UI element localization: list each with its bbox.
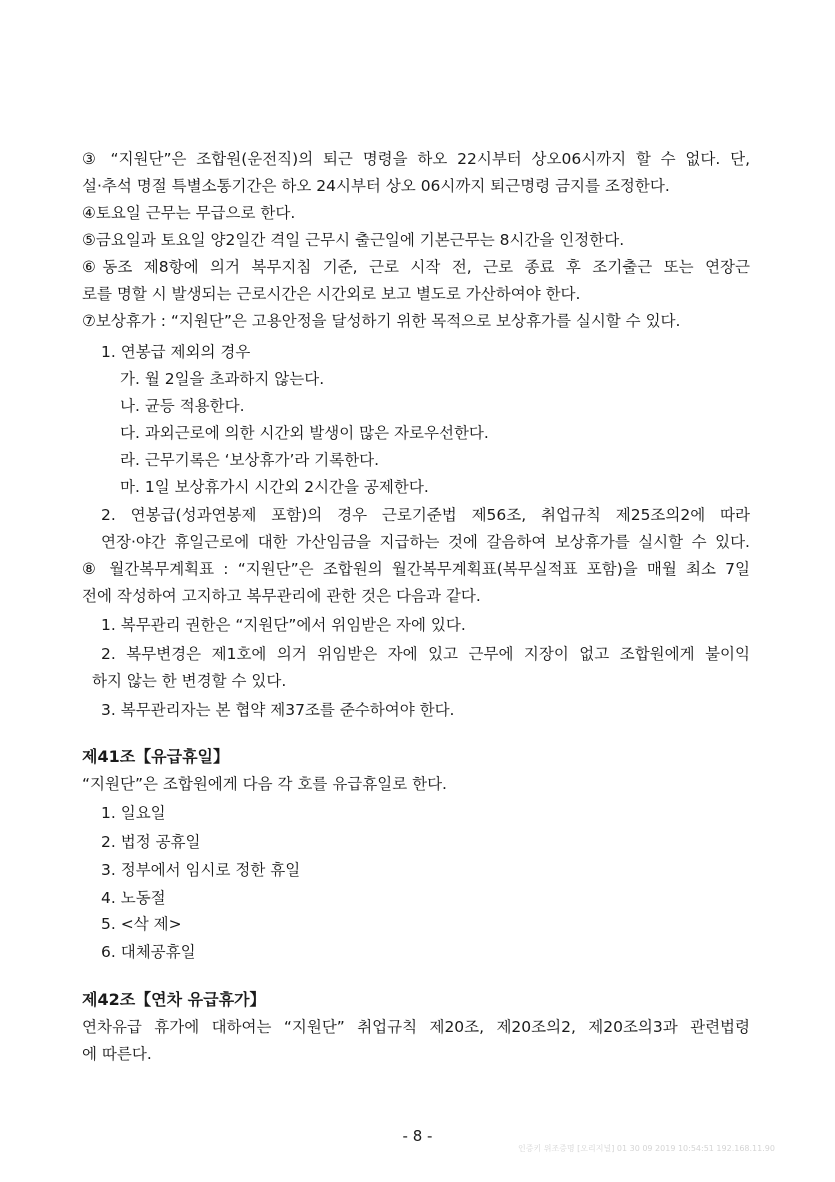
article-41-item-5: 5. <삭 제> [101, 915, 182, 933]
paragraph-3-line-2: 설·추석 명절 특별소통기간은 하오 24시부터 상오 06시까지 퇴근명령 금지를 조정한다. [82, 177, 670, 195]
paragraph-4: ④토요일 근무는 무급으로 한다. [82, 204, 296, 222]
paragraph-6-line-2: 로를 명할 시 발생되는 근로시간은 시간외로 보고 별도로 가산하여야 한다. [82, 285, 581, 303]
paragraph-7-item-1-ma: 마. 1일 보상휴가시 시간외 2시간을 공제한다. [120, 478, 429, 496]
paragraph-8-line-1: ⑧ 월간복무계획표 : “지원단”은 조합원의 월간복무계획표(복무실적표 포함)을 매월 최소 7일 [82, 560, 750, 578]
paragraph-7-item-2-line-1: 2. 연봉급(성과연봉제 포함)의 경우 근로기준법 제56조, 취업규칙 제25조의2에 따라 [101, 506, 750, 524]
article-42-line-2: 에 따른다. [82, 1045, 152, 1063]
paragraph-5: ⑤금요일과 토요일 양2일간 격일 근무시 출근일에 기본근무는 8시간을 인정한다. [82, 231, 625, 249]
paragraph-7: ⑦보상휴가 : “지원단”은 고용안정을 달성하기 위한 목적으로 보상휴가를 실시할 수 있다. [82, 312, 681, 330]
article-41-heading: 제41조【유급휴일】 [82, 747, 230, 766]
paragraph-7-item-1-da: 다. 과외근로에 의한 시간외 발생이 많은 자로우선한다. [120, 424, 489, 442]
paragraph-7-item-1: 1. 연봉급 제외의 경우 [101, 343, 251, 361]
paragraph-8-line-2: 전에 작성하여 고지하고 복무관리에 관한 것은 다음과 같다. [82, 587, 481, 605]
paragraph-8-item-2-line-2: 하지 않는 한 변경할 수 있다. [92, 672, 287, 690]
article-41-intro: “지원단”은 조합원에게 다음 각 호를 유급휴일로 한다. [82, 775, 447, 793]
paragraph-8-item-1: 1. 복무관리 권한은 “지원단”에서 위임받은 자에 있다. [101, 616, 466, 634]
paragraph-6-line-1: ⑥동조 제8항에 의거 복무지침 기준, 근로 시작 전, 근로 종료 후 조기출근 또는 연장근 [82, 258, 750, 276]
article-42-line-1: 연차유급 휴가에 대하여는 “지원단” 취업규칙 제20조, 제20조의2, 제20조의3과 관련법령 [82, 1018, 750, 1036]
article-42-heading: 제42조【연차 유급휴가】 [82, 990, 266, 1009]
paragraph-7-item-1-na: 나. 균등 적용한다. [120, 397, 245, 415]
article-41-item-3: 3. 정부에서 임시로 정한 휴일 [101, 861, 301, 879]
verification-stamp: 인증키 위조증명 [오리지널] 01 30 09 2019 10:54:51 192.168.11.90 [518, 1144, 775, 1153]
article-41-item-2: 2. 법정 공휴일 [101, 833, 201, 851]
article-41-item-1: 1. 일요일 [101, 804, 166, 822]
paragraph-7-item-1-ra: 라. 근무기록은 ‘보상휴가’라 기록한다. [120, 451, 380, 469]
paragraph-7-item-1-ga: 가. 월 2일을 초과하지 않는다. [120, 370, 325, 388]
paragraph-8-item-3: 3. 복무관리자는 본 협약 제37조를 준수하여야 한다. [101, 701, 455, 719]
page-number: - 8 - [402, 1127, 433, 1145]
paragraph-3-line-1: ③ “지원단”은 조합원(운전직)의 퇴근 명령을 하오 22시부터 상오06시까지 할 수 없다. 단, [82, 150, 750, 168]
article-41-item-6: 6. 대체공휴일 [101, 943, 196, 961]
paragraph-7-item-2-line-2: 연장·야간 휴일근로에 대한 가산임금을 지급하는 것에 갈음하여 보상휴가를 실시할 수 있다. [101, 533, 750, 551]
article-41-item-4: 4. 노동절 [101, 889, 166, 907]
paragraph-8-item-2-line-1: 2. 복무변경은 제1호에 의거 위임받은 자에 있고 근무에 지장이 없고 조합원에게 불이익 [101, 645, 750, 663]
